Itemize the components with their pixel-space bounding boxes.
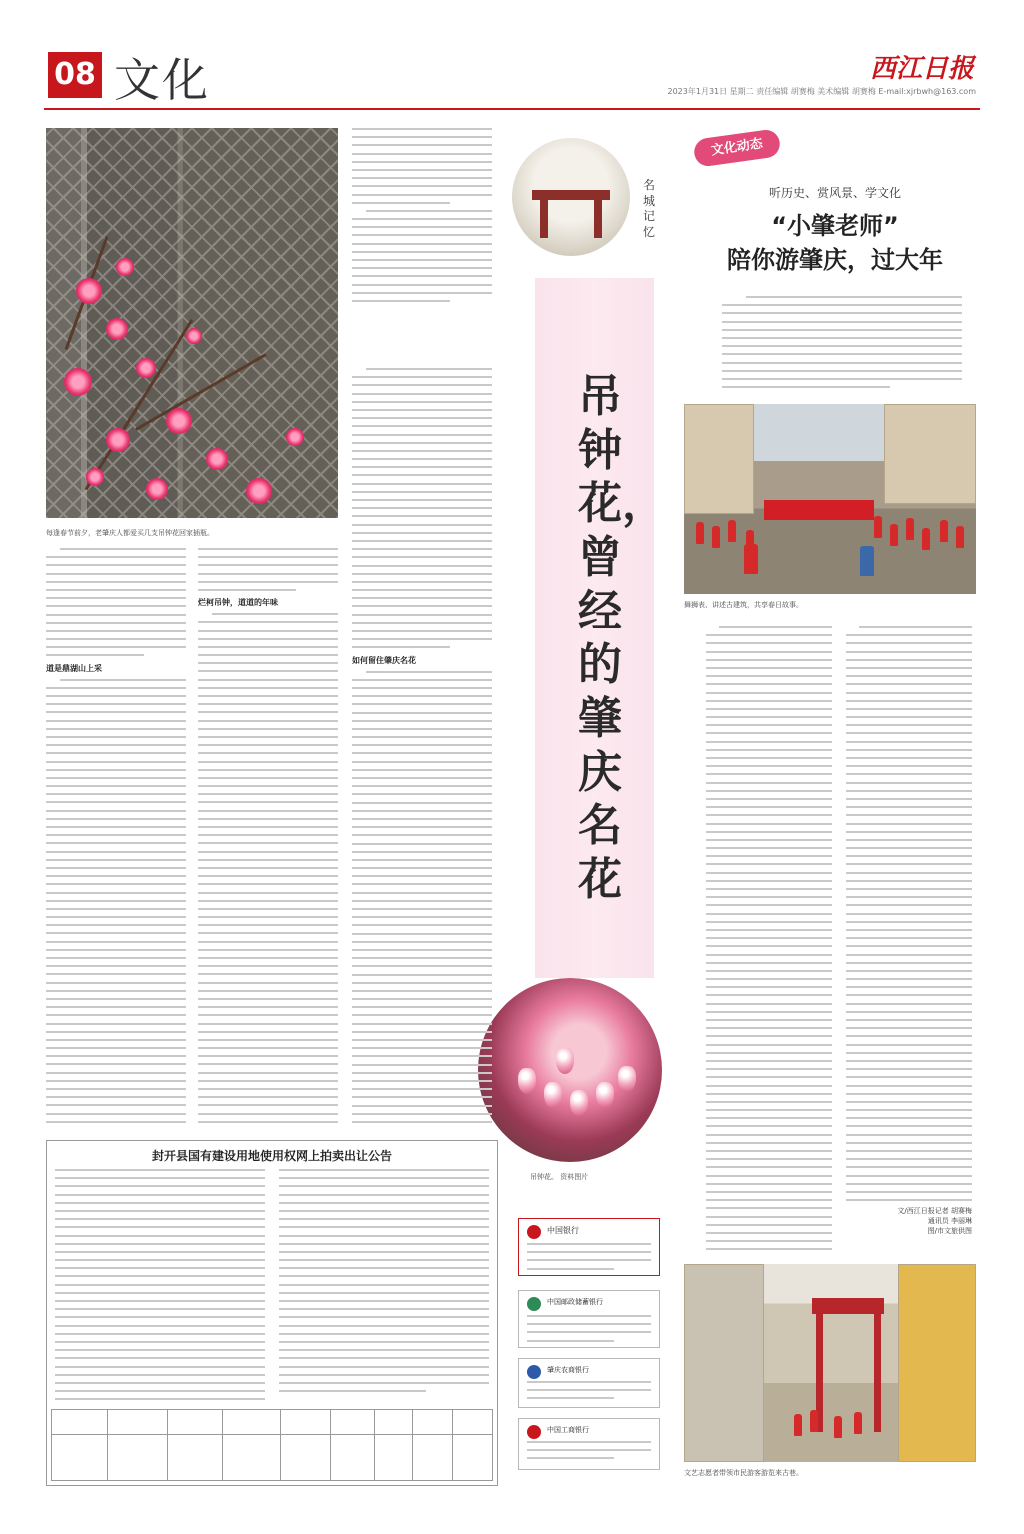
blossom (206, 448, 228, 470)
red-banner (764, 500, 874, 520)
blossom (146, 478, 168, 500)
bell-blossom (618, 1066, 636, 1092)
person (854, 1412, 862, 1434)
side-kicker: 听历史、赏风景、学文化 (768, 186, 901, 200)
building (884, 404, 976, 504)
side-headline-line-1: “小肇老师” (771, 212, 899, 240)
person (940, 520, 948, 542)
blossom (64, 368, 92, 396)
bank-ad-1-text (527, 1243, 651, 1273)
blossom (86, 468, 104, 486)
feature-title: 吊钟花，曾经的肇庆名花 (578, 371, 666, 906)
column-label: 名城记忆 (643, 178, 656, 239)
side-text-column-1 (706, 626, 832, 1254)
bank-ad-3-text (527, 1381, 651, 1405)
bell-flower-photo (478, 978, 662, 1162)
intro-text-column (352, 128, 492, 338)
blossom (116, 258, 134, 276)
bell-blossom (544, 1082, 562, 1108)
ancient-gate-illustration (512, 138, 630, 256)
notice-text-left (55, 1169, 265, 1405)
performer (744, 544, 758, 574)
credit-photo: 图/市文旅供图 (927, 1227, 972, 1235)
blossom (286, 428, 304, 446)
notice-title: 封开县国有建设用地使用权网上拍卖出让公告 (151, 1149, 392, 1163)
building (684, 1264, 764, 1462)
header-rule (44, 108, 980, 110)
plum-blossom-photo (46, 128, 338, 518)
subhead-2: 烂柯吊钟，道道的年味 (198, 598, 278, 608)
side-lead (722, 296, 962, 396)
street-photo (684, 1264, 976, 1462)
person (728, 520, 736, 542)
blossom (106, 428, 130, 452)
bank-ad-2 (518, 1290, 660, 1348)
blossom (136, 358, 156, 378)
masthead (44, 40, 984, 110)
person (712, 526, 720, 548)
person (810, 1410, 818, 1432)
bell-blossom (556, 1048, 574, 1074)
page-number: 08 (48, 52, 102, 98)
bell-blossom (518, 1068, 536, 1094)
credit-block (846, 1206, 972, 1236)
person (890, 524, 898, 546)
feature-text-column-2 (198, 548, 338, 1128)
person (922, 528, 930, 550)
bank-ad-1 (518, 1218, 660, 1276)
person (906, 518, 914, 540)
bell-blossom (570, 1090, 588, 1116)
subhead-1: 道是鼎湖山上采 (46, 663, 102, 673)
bank-ad-3-name: 肇庆农商银行 (547, 1366, 589, 1374)
notice-text-right (279, 1169, 489, 1405)
performer (860, 546, 874, 576)
feature-text-column-1 (46, 548, 186, 1128)
bank-ad-2-text (527, 1315, 651, 1345)
blossom (186, 328, 202, 344)
bank-ad-3 (518, 1358, 660, 1408)
bank-logo-icon (527, 1365, 541, 1379)
plum-photo-caption: 每逢春节前夕，老肇庆人都爱买几支吊钟花回家插瓶。 (46, 529, 214, 537)
crowd-photo (684, 404, 976, 594)
feature-text-column-3 (352, 368, 492, 1128)
bank-logo-icon (527, 1297, 541, 1311)
person (794, 1414, 802, 1436)
date-line: 2023年1月31日 星期二 责任编辑 胡赛梅 美术编辑 胡赛梅 E-mail:xjrbwh@163.com (667, 87, 976, 96)
culture-news-tag: 文化动态 (692, 128, 781, 168)
bank-logo-icon (527, 1225, 541, 1239)
gate-pillar (594, 198, 602, 238)
bell-blossom (596, 1082, 614, 1108)
street-caption: 文艺志愿者带领市民游客游览来古巷。 (684, 1469, 803, 1477)
bank-ad-4-text (527, 1441, 651, 1467)
credit-writer: 文/西江日报记者 胡赛梅 (897, 1207, 972, 1215)
blossom (166, 408, 192, 434)
blossom (76, 278, 102, 304)
crowd-caption: 舞狮表、讲述古建筑，共享春日故事。 (684, 601, 803, 609)
bank-logo-icon (527, 1425, 541, 1439)
side-headline-line-2: 陪你游肇庆，过大年 (727, 245, 943, 274)
paper-logo: 西江日报 (869, 54, 974, 84)
bank-ad-4 (518, 1418, 660, 1470)
side-headline (700, 210, 970, 277)
person (874, 516, 882, 538)
notice-table (51, 1409, 493, 1481)
blossom (106, 318, 128, 340)
credit-contributor: 通讯员 李丽琳 (927, 1217, 972, 1225)
subhead-3: 如何留住肇庆名花 (352, 655, 416, 665)
building (684, 404, 754, 514)
auction-notice (46, 1140, 498, 1486)
section-name: 文化 (114, 53, 210, 107)
gate-pillar (540, 198, 548, 238)
lattice-window (46, 128, 338, 518)
bank-ad-4-name: 中国工商银行 (547, 1426, 589, 1434)
blossom (246, 478, 272, 504)
person (956, 526, 964, 548)
side-text-column-2 (846, 626, 972, 1206)
arch-pillar (874, 1312, 881, 1432)
person (696, 522, 704, 544)
building (898, 1264, 976, 1462)
bank-ad-1-name: 中国银行 (547, 1226, 579, 1235)
person (834, 1416, 842, 1438)
bank-ad-2-name: 中国邮政储蓄银行 (547, 1298, 603, 1306)
flower-caption: 吊钟花。 资料图片 (530, 1173, 589, 1181)
